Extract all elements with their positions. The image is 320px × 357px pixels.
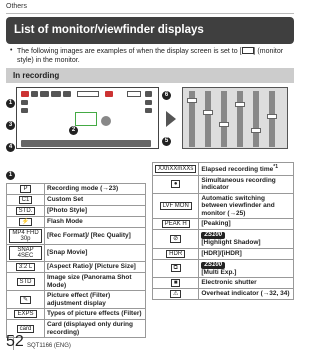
bottom-info-bar (21, 140, 151, 147)
legend-label: Automatic switching between viewfinder and monitor (→25) (201, 194, 275, 217)
legend-row (153, 193, 294, 219)
side-icon (21, 100, 28, 105)
legend-row (7, 291, 146, 309)
legend-label-cell (199, 193, 294, 219)
legend-icon-cell (153, 163, 199, 176)
focus-area-icon (75, 112, 97, 126)
legend-icon-cell (7, 245, 45, 262)
legend-row (7, 206, 146, 217)
intro-paragraph (10, 47, 290, 65)
legend-icon: STD. (16, 207, 36, 215)
legend-icon-cell (7, 309, 45, 320)
custom-icon (31, 91, 38, 97)
legend-row (153, 278, 294, 289)
legend-label: [Rec Format]/ [Rec Quality] (45, 228, 146, 245)
legend-label-cell (199, 259, 294, 278)
legend-row (153, 175, 294, 193)
legend-row (153, 219, 294, 230)
status-icon (77, 91, 99, 97)
legend-icon-cell (153, 230, 199, 249)
legend-label: Simultaneous recording indicator (201, 176, 276, 192)
vf-tile (251, 128, 261, 133)
format-icon (51, 91, 61, 97)
legend-icon-cell (153, 289, 199, 300)
legend-row (7, 245, 146, 262)
legend-row (7, 262, 146, 273)
legend-icon: P (20, 185, 30, 193)
legend-icon-cell (153, 259, 199, 278)
arrow-icon (166, 111, 176, 127)
bullet: • (10, 47, 13, 54)
vf-column (237, 91, 243, 147)
legend-icon-cell (153, 278, 199, 289)
legend-icon-cell (153, 193, 199, 219)
legend-icon-cell (7, 262, 45, 273)
legend-row (7, 195, 146, 206)
viewfinder-illustration (182, 87, 288, 149)
legend-icon-cell (7, 228, 45, 245)
legend-row (153, 230, 294, 249)
legend-label: Flash Mode (45, 217, 146, 228)
model-code: SQT1166 (ENG) (27, 343, 71, 349)
vf-tile (267, 114, 277, 119)
legend-icon: ⧉ (171, 264, 181, 272)
left-legend (6, 163, 146, 338)
legend-icon: PEAK H (162, 220, 190, 228)
marker-1: 1 (6, 171, 15, 180)
vf-tile (235, 102, 245, 107)
style-icon (40, 91, 49, 97)
intro-text-before: The following images are examples of when the display screen is set to [ (17, 48, 242, 55)
model-badge: ZS100 (201, 262, 225, 269)
legend-label-cell (199, 289, 294, 300)
vf-column (253, 91, 259, 147)
legend-icon: ⊘ (170, 235, 181, 243)
legend-row (153, 163, 294, 176)
legend-label: Card (displayed only during recording) (45, 320, 146, 338)
legend-icon: ⚠ (170, 290, 181, 298)
legend-label: Picture effect (Filter) adjustment display (45, 291, 146, 309)
monitor-screen-illustration (16, 87, 159, 149)
legend-icon: HDR (166, 250, 185, 258)
legend-row (153, 248, 294, 259)
legend-label-cell (199, 230, 294, 249)
left-legend-table (6, 183, 146, 338)
legend-icon: XXhXXmXXs (155, 165, 196, 173)
legend-icon-cell (7, 291, 45, 309)
header-rule (6, 13, 294, 14)
vf-column (205, 91, 211, 147)
legend-icon-cell (153, 248, 199, 259)
side-icon (21, 108, 28, 113)
legend-icon-cell (153, 219, 199, 230)
legend-row (7, 217, 146, 228)
legend-label: Overheat indicator (→32, 34) (201, 290, 290, 298)
wifi-icon (145, 91, 152, 97)
legend-label: [Photo Style] (45, 206, 146, 217)
legend-icon: EXPS (14, 310, 36, 318)
legend-icon: ● (171, 180, 181, 188)
legend-row (7, 273, 146, 291)
legend-row (7, 228, 146, 245)
legend-icon: 3:2 L (16, 263, 35, 271)
legend-icon: ✎ (20, 296, 31, 304)
legend-label: Custom Set (45, 195, 146, 206)
legend-icon: card (17, 325, 35, 333)
display-diagram (6, 85, 294, 153)
monitor-style-icon (242, 47, 254, 54)
model-badge: ZS100 (201, 232, 225, 239)
legend-label: Types of picture effects (Filter) (45, 309, 146, 320)
vf-tile (219, 122, 229, 127)
legend-icon: C1 (19, 196, 33, 204)
legend-label: Electronic shutter (201, 279, 257, 287)
section-label: Others (6, 3, 28, 10)
legend-label-cell (199, 175, 294, 193)
legend-label: [Multi Exp.] (201, 268, 237, 276)
legend-icon-cell (153, 175, 199, 193)
page-title: List of monitor/viewfinder displays (6, 17, 294, 44)
legend-row (7, 320, 146, 338)
legend-icon: LVF MON (160, 202, 192, 210)
vf-column (269, 91, 275, 147)
legend-label: [HDR]/[iHDR] (201, 249, 242, 257)
af-icon (101, 116, 111, 126)
callout-6: 6 (162, 91, 171, 100)
right-legend-table (152, 162, 294, 300)
mode-icon (21, 91, 29, 97)
legend-icon: ■ (171, 279, 181, 287)
callout-5: 5 (162, 137, 171, 146)
legend-icon-cell (7, 206, 45, 217)
callout-4: 4 (6, 143, 15, 152)
size-icon (63, 91, 71, 97)
side-icon (145, 108, 152, 113)
vf-tile (187, 98, 197, 103)
legend-label: Recording mode (→23) (45, 184, 146, 195)
legend-label-cell (199, 278, 294, 289)
rec-icon (105, 91, 113, 97)
legend-row (7, 309, 146, 320)
callout-2: 2 (69, 126, 78, 135)
side-icon (145, 100, 152, 105)
vf-column (221, 91, 227, 147)
legend-icon-cell (7, 217, 45, 228)
callout-1: 1 (6, 99, 15, 108)
vf-tile (203, 110, 213, 115)
legend-label: Elapsed recording time (201, 166, 274, 174)
legend-label: [Highlight Shadow] (201, 239, 261, 247)
legend-label: Image size (Panorama Shot Mode) (45, 273, 146, 291)
legend-label: [Peaking] (201, 220, 231, 228)
legend-label-cell (199, 248, 294, 259)
legend-label: [Snap Movie] (45, 245, 146, 262)
legend-row (7, 184, 146, 195)
legend-icon: STD (17, 278, 35, 286)
intro-text-after: ] (monitor style) in the monitor. (17, 48, 284, 64)
legend-icon-cell (7, 273, 45, 291)
footnote-mark: *1 (273, 164, 278, 170)
legend-icon: SNAP 4SEC (9, 246, 42, 260)
legend-icon-cell (7, 184, 45, 195)
legend-label-cell (199, 163, 294, 176)
callout-3: 3 (6, 121, 15, 130)
legend-icon: ⚡ (19, 218, 32, 226)
legend-icon-cell (7, 195, 45, 206)
right-legend (152, 162, 294, 300)
legend-label-cell (199, 219, 294, 230)
legend-row (153, 259, 294, 278)
legend-row (153, 289, 294, 300)
battery-icon (127, 91, 141, 97)
legend-icon: MP4 FHD 30p (9, 229, 42, 243)
page-number: 52 (6, 333, 24, 350)
legend-label: [Aspect Ratio]/ [Picture Size] (45, 262, 146, 273)
subheading: In recording (6, 68, 294, 83)
